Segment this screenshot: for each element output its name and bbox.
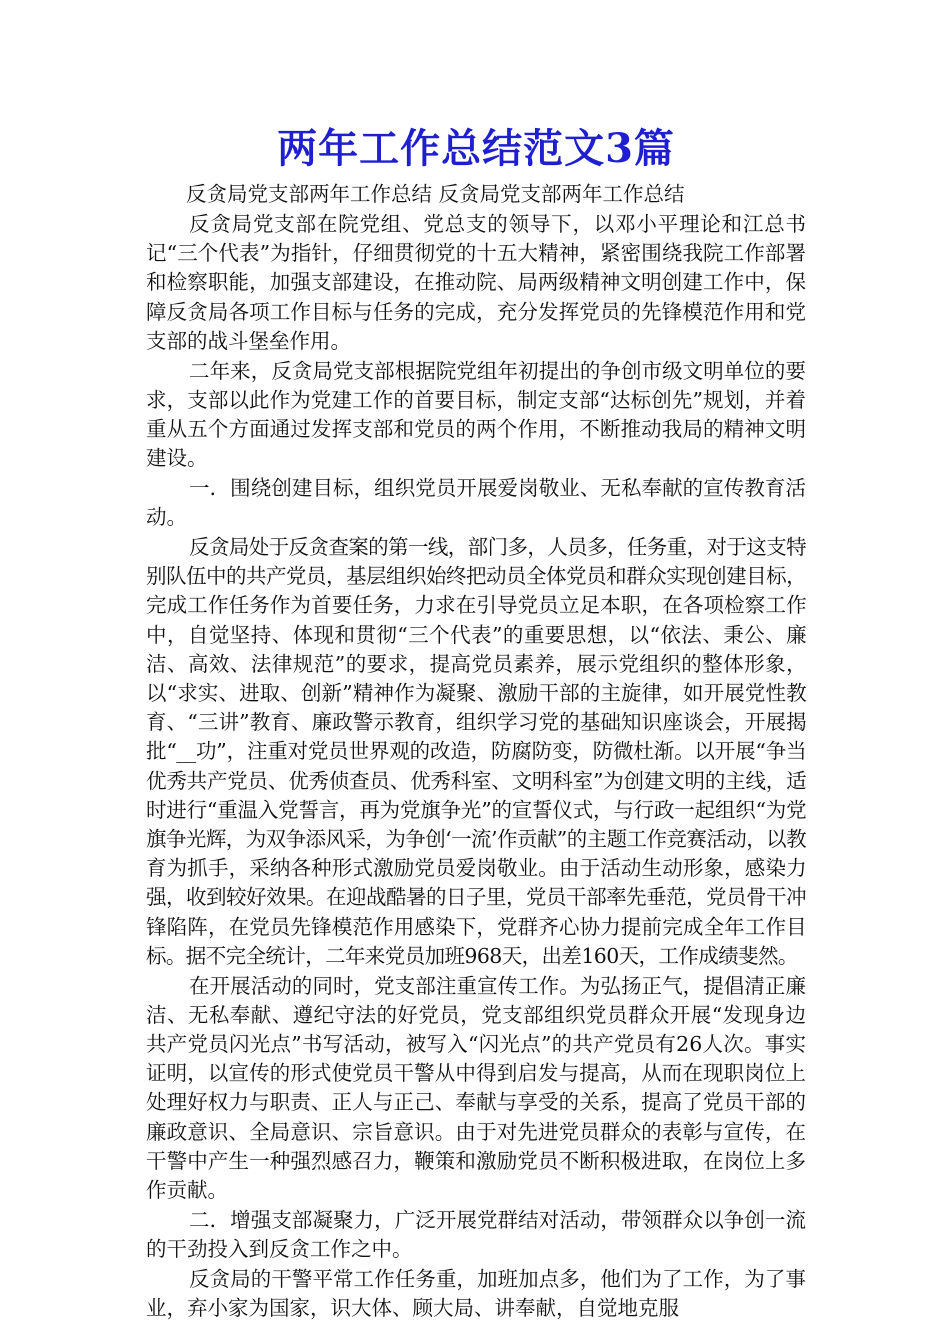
paragraph-activities: 反贪局处于反贪查案的第一线，部门多，人员多，任务重，对于这支特别队伍中的共产党员，基层组织始终把动员全体党员和群众实现创建目标，完成工作任务作为首要任务，力求在引导党员立足本职，在各项检察工作中，自觉坚持、体现和贯彻“三个代表”的重要思想，以“依法、秉公、廉洁、高效、法律规范”的要求，提高党员素养，展示党组织的整体形象，以“求实、进取、创新”精神作为凝聚、激励干部的主旋律，如开展党性教育、“三讲”教育、廉政警示教育，组织学习党的基础知识座谈会，开展揭批“__功”，注重对党员世界观的改造，防腐防变，防微杜渐。以开展“争当优秀共产党员、优秀侦查员、优秀科室、文明科室”为创建文明的主线，适时进行“重温入党誓言，再为党旗争光”的宣誓仪式，与行政一起组织“为党旗争光辉，为双争添风采，为争创‘一流’作贡献”的主题工作竞赛活动，以教育为抓手，采纳各种形式激励党员爱岗敬业。由于活动生动形象，感染力强，收到较好效果。在迎战酷暑的日子里，党员干部率先垂范，党员骨干冲锋陷阵，在党员先锋模范作用感染下，党群齐心协力提前完成全年工作目标。据不完全统计，二年来党员加班968天，出差160天，工作成绩斐然。 — [146, 535, 806, 968]
document-subtitle: 反贪局党支部两年工作总结 反贪局党支部两年工作总结 — [186, 182, 685, 206]
section-heading-two: 二．增强支部凝聚力，广泛开展党群结对活动，带领群众以争创一流的干劲投入到反贪工作之中。 — [146, 1207, 806, 1262]
paragraph-workload: 反贪局的干警平常工作任务重，加班加点多，他们为了工作，为了事业，弃小家为国家，识大体、顾大局、讲奉献，自觉地克服 — [146, 1266, 806, 1321]
document-page — [146, 120, 806, 1323]
paragraph-overview: 二年来，反贪局党支部根据院党组年初提出的争创市级文明单位的要求，支部以此作为党建工作的首要目标，制定支部“达标创先”规划，并着重从五个方面通过发挥支部和党员的两个作用，不断推动我局的精神文明建设。 — [146, 358, 806, 471]
paragraph-intro: 反贪局党支部在院党组、党总支的领导下，以邓小平理论和江总书记“三个代表”为指针，仔细贯彻党的十五大精神，紧密围绕我院工作部署和检察职能，加强支部建设，在推动院、局两级精神文明创建工作中，保障反贪局各项工作目标与任务的完成，充分发挥党员的先锋模范作用和党支部的战斗堡垒作用。 — [146, 212, 806, 353]
paragraph-publicity: 在开展活动的同时，党支部注重宣传工作。为弘扬正气，提倡清正廉洁、无私奉献、遵纪守法的好党员，党支部组织党员群众开展“发现身边共产党员闪光点”书写活动，被写入“闪光点”的共产党员有26人次。事实证明，以宣传的形式使党员干警从中得到启发与提高，从而在现职岗位上处理好权力与职责、正人与正己、奉献与享受的关系，提高了党员干部的廉政意识、全局意识、宗旨意识。由于对先进党员群众的表彰与宣传，在干警中产生一种强烈感召力，鞭策和激励党员不断积极进取，在岗位上多作贡献。 — [146, 973, 806, 1203]
document-title: 两年工作总结范文3篇 — [277, 125, 675, 172]
section-heading-one: 一．围绕创建目标，组织党员开展爱岗敬业、无私奉献的宣传教育活动。 — [146, 476, 806, 530]
